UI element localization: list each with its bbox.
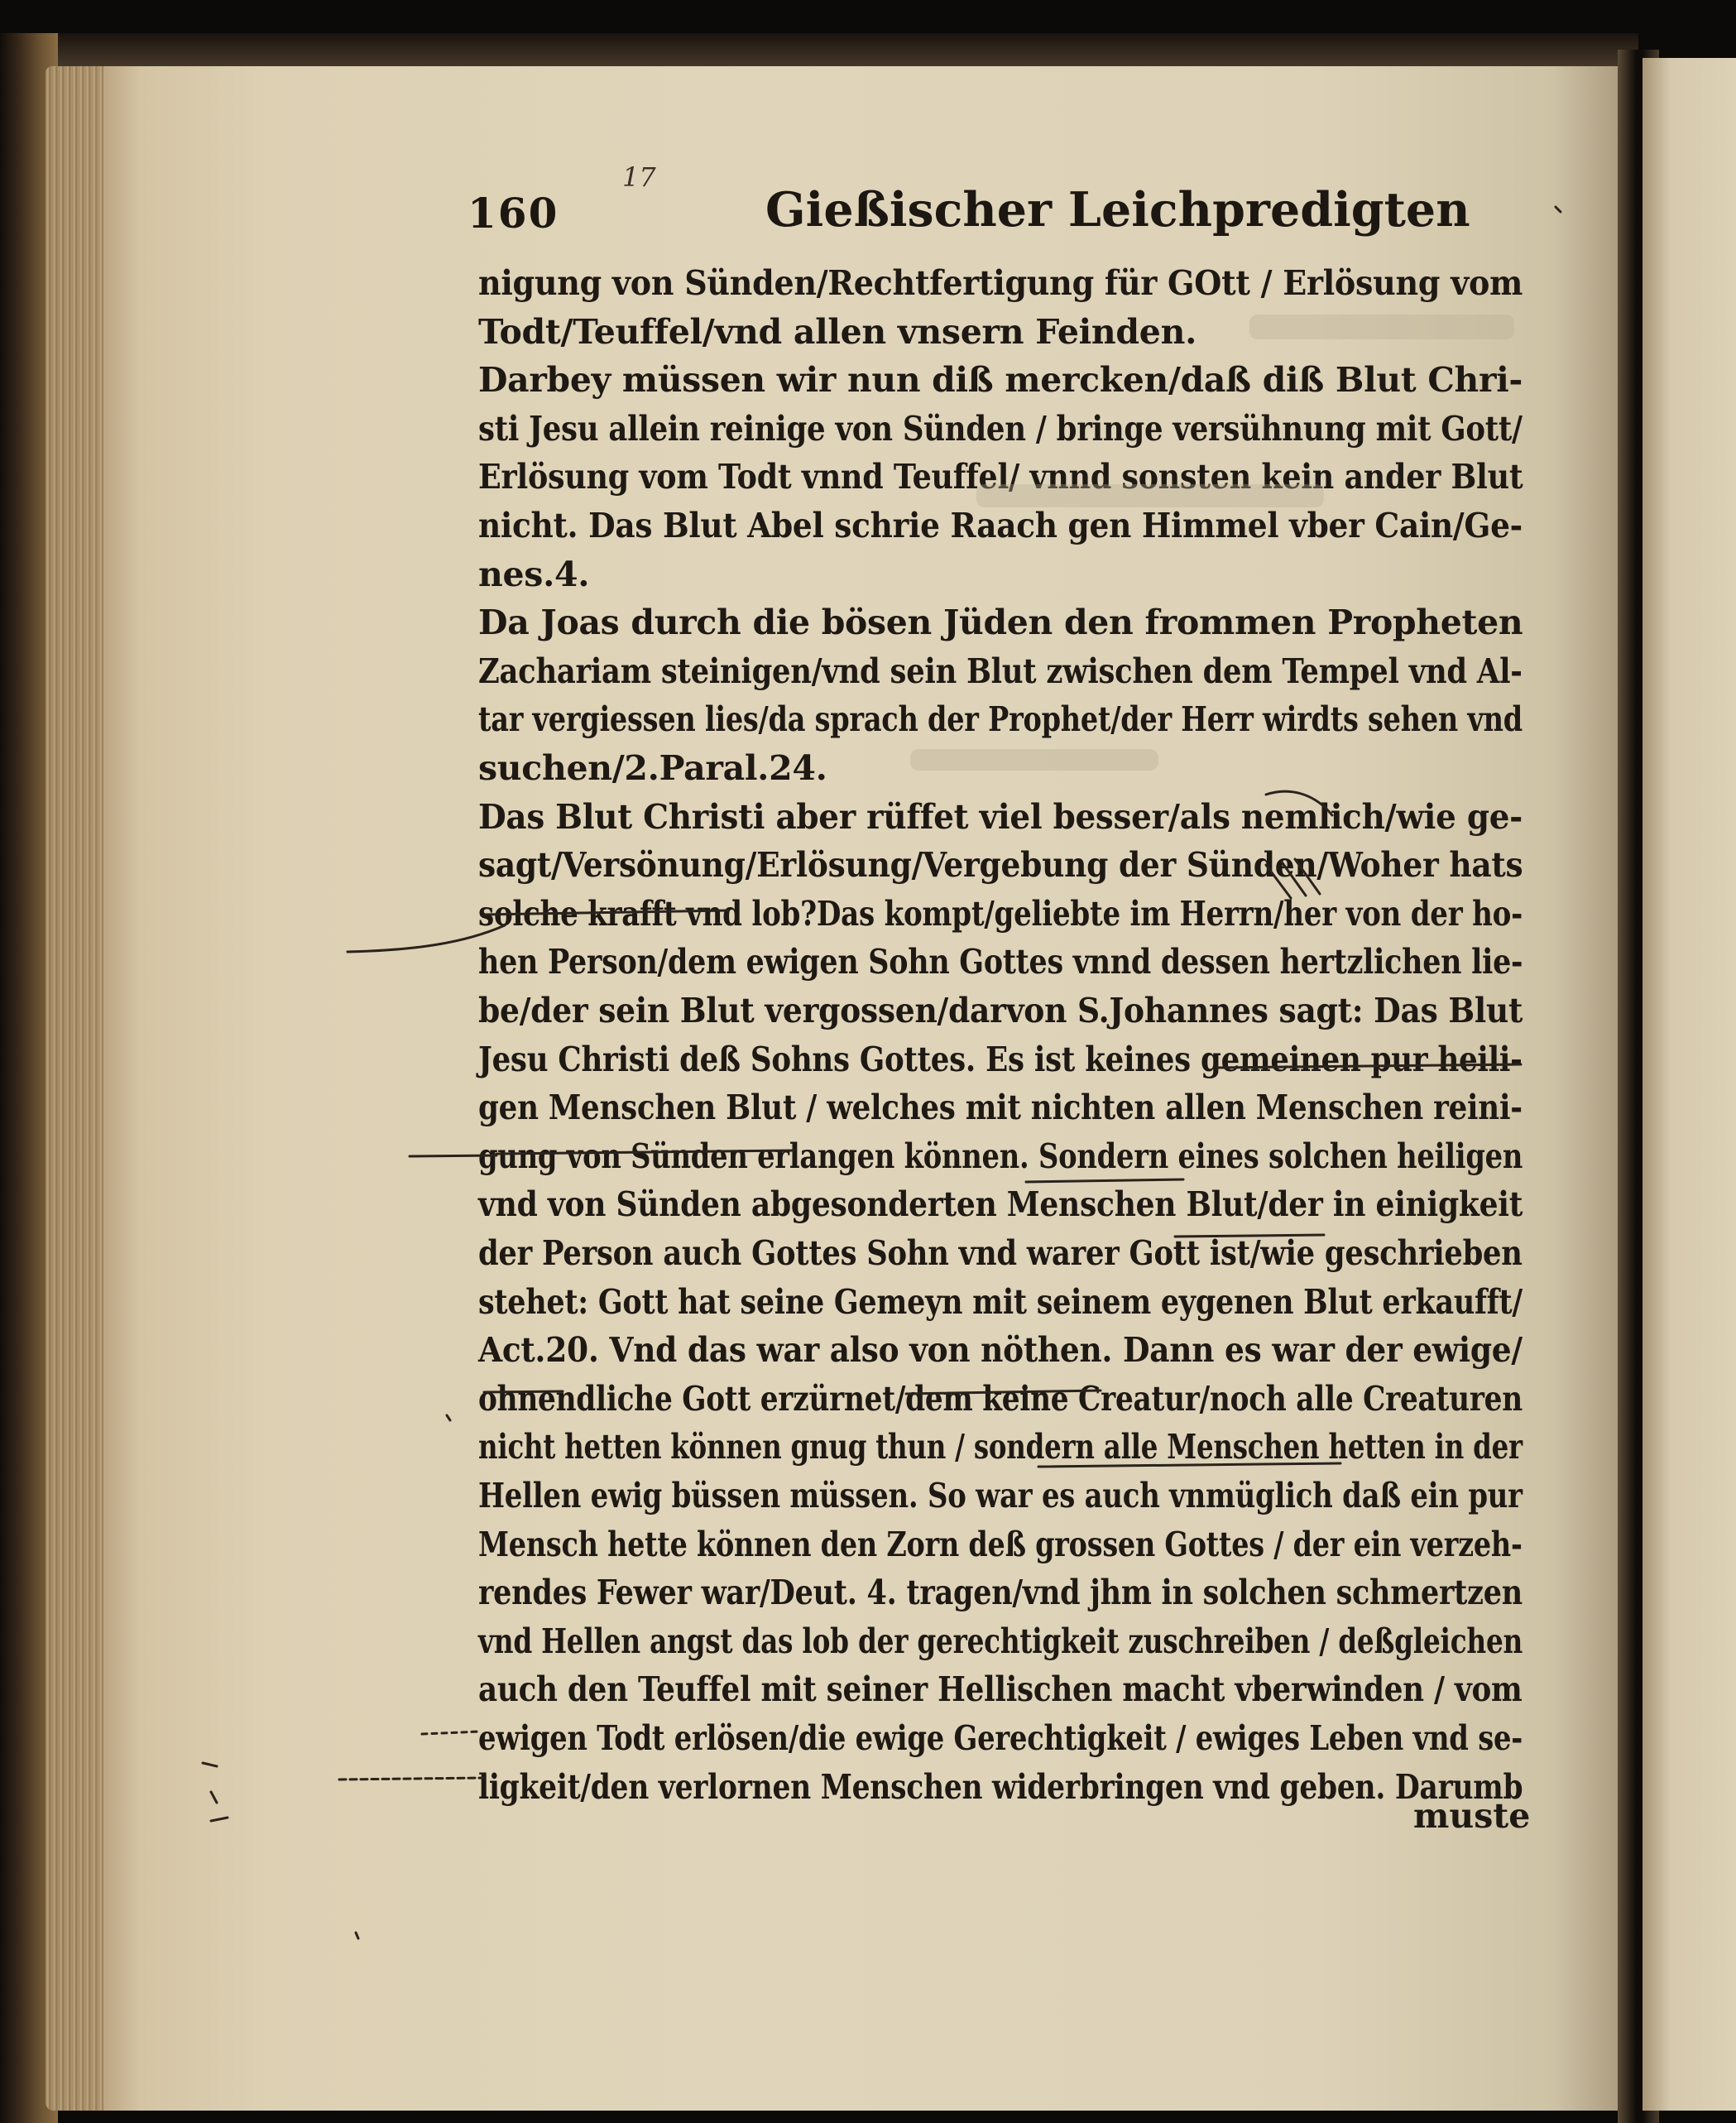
text-line: nicht. Das Blut Abel schrie Raach gen Himmel vber Cain/Ge- — [478, 506, 1523, 545]
text-line: vnd von Sünden abgesonderten Menschen Blut/der in einigkeit — [478, 1184, 1523, 1225]
text-line: nigung von Sünden/Rechtfertigung für GOtt / Erlösung vom — [478, 263, 1523, 303]
text-line: vnd Hellen angst das lob der gerechtigkeit zuschreiben / deßgleichen — [478, 1621, 1523, 1661]
page-number: 160 — [468, 189, 559, 238]
text-line: Jesu Christi deß Sohns Gottes. Es ist keines gemeinen pur heili- — [478, 1039, 1523, 1079]
margin-handwritten-mark: 17 — [622, 161, 656, 193]
text-line: auch den Teuffel mit seiner Hellischen macht vberwinden / vom — [478, 1669, 1523, 1710]
text-line: ewigen Todt erlösen/die ewige Gerechtigkeit / ewiges Leben vnd se- — [478, 1718, 1523, 1758]
text-line: tar vergiessen lies/da sprach der Prophet/der Herr wirdts sehen vnd — [478, 699, 1523, 740]
text-line: ligkeit/den verlornen Menschen widerbringen vnd geben. Darumb — [478, 1766, 1523, 1807]
text-line: solche krafft vnd lob?Das kompt/geliebte im Herrn/her von der ho- — [478, 893, 1523, 934]
text-line: suchen/2.Paral.24. — [478, 748, 827, 788]
text-line: Darbey müssen wir nun diß mercken/daß diß Blut Chri- — [478, 360, 1523, 401]
running-head: Gießischer Leichpredigten — [765, 182, 1470, 238]
text-line: Todt/Teuffel/vnd allen vnsern Feinden. — [478, 311, 1197, 352]
text-line: Da Joas durch die bösen Jüden den frommen Propheten — [478, 603, 1523, 643]
text-line: Hellen ewig büssen müssen. So war es auch vnmüglich daß ein pur — [478, 1476, 1523, 1515]
catchword: muste — [1413, 1796, 1531, 1836]
text-line: nes.4. — [478, 554, 590, 594]
page-stack-edge — [46, 66, 103, 2111]
text-line: Das Blut Christi aber rüffet viel besser/als nemlich/wie ge- — [478, 796, 1523, 837]
text-line: Mensch hette können den Zorn deß grossen Gottes / der ein verzeh- — [478, 1524, 1523, 1564]
text-line: Erlösung vom Todt vnnd Teuffel/ vnnd sonsten kein ander Blut — [478, 457, 1523, 497]
text-line: stehet: Gott hat seine Gemeyn mit seinem eygenen Blut erkaufft/ — [478, 1281, 1523, 1322]
text-line: der Person auch Gottes Sohn vnd warer Gott ist/wie geschrieben — [478, 1233, 1523, 1273]
text-line: sagt/Versönung/Erlösung/Vergebung der Sünden/Woher hats — [478, 845, 1523, 886]
text-line: ohnendliche Gott erzürnet/dem keine Creatur/noch alle Creaturen — [478, 1378, 1523, 1419]
text-line: gung von Sünden erlangen können. Sondern eines solchen heiligen — [478, 1136, 1523, 1176]
text-line: gen Menschen Blut / welches mit nichten allen Menschen reini- — [478, 1088, 1523, 1128]
text-line: be/der sein Blut vergossen/darvon S.Johannes sagt: Das Blut — [478, 991, 1523, 1030]
text-line: rendes Fewer war/Deut. 4. tragen/vnd jhm in solchen schmertzen — [478, 1573, 1523, 1613]
text-line: Zachariam steinigen/vnd sein Blut zwischen dem Tempel vnd Al- — [478, 651, 1523, 691]
facing-page — [1642, 58, 1736, 2111]
text-line: Act.20. Vnd das war also von nöthen. Dann es war der ewige/ — [478, 1330, 1523, 1371]
text-line: hen Person/dem ewigen Sohn Gottes vnnd dessen hertzlichen lie- — [478, 942, 1523, 982]
text-line: sti Jesu allein reinige von Sünden / bringe versühnung mit Gott/ — [478, 408, 1523, 449]
text-line: nicht hetten können gnug thun / sondern alle Menschen hetten in der — [478, 1427, 1523, 1467]
